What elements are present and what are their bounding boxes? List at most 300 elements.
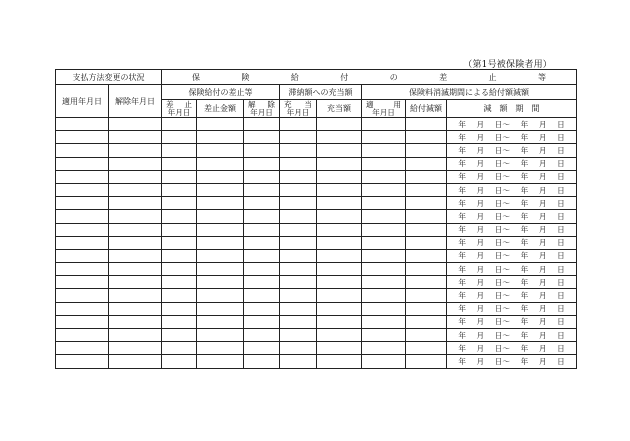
entry-cell[interactable]	[280, 302, 317, 315]
entry-cell[interactable]	[109, 329, 162, 342]
entry-cell[interactable]	[280, 157, 317, 170]
period-unit-label: 日〜	[494, 119, 510, 129]
entry-cell[interactable]	[280, 197, 317, 210]
table-row	[56, 118, 577, 131]
entry-cell[interactable]	[109, 170, 162, 183]
entry-cell[interactable]	[362, 236, 406, 249]
period-unit-label: 月	[476, 330, 485, 340]
entry-cell[interactable]	[362, 223, 406, 236]
entry-cell[interactable]	[162, 355, 197, 368]
entry-cell[interactable]	[280, 329, 317, 342]
entry-cell[interactable]	[162, 131, 197, 144]
entry-cell[interactable]	[197, 210, 244, 223]
entry-cell[interactable]	[406, 131, 447, 144]
released-date-header: 解除年月日	[109, 85, 162, 118]
entry-cell[interactable]	[362, 276, 406, 289]
period-unit-label: 年	[520, 185, 529, 195]
period-unit-label: 年	[520, 211, 529, 221]
entry-cell[interactable]	[197, 315, 244, 328]
period-unit-label: 年	[458, 291, 466, 301]
period-unit-label: 年	[520, 343, 529, 353]
entry-cell[interactable]	[162, 223, 197, 236]
entry-cell[interactable]	[109, 210, 162, 223]
reduction-period-cell[interactable]	[447, 131, 577, 144]
entry-cell[interactable]	[362, 183, 406, 196]
table-row	[56, 183, 577, 196]
entry-cell[interactable]	[56, 223, 109, 236]
period-unit-label: 年	[458, 145, 466, 155]
period-unit-label: 月	[538, 159, 547, 169]
entry-cell[interactable]	[362, 315, 406, 328]
table-row	[56, 197, 577, 210]
entry-cell[interactable]	[162, 315, 197, 328]
entry-cell[interactable]	[280, 236, 317, 249]
entry-cell[interactable]	[162, 170, 197, 183]
entry-cell[interactable]	[317, 118, 362, 131]
entry-cell[interactable]	[244, 131, 280, 144]
entry-cell[interactable]	[109, 263, 162, 276]
table-row	[56, 329, 577, 342]
period-unit-label: 日〜	[494, 343, 510, 353]
header-char: 止	[488, 72, 497, 82]
entry-cell[interactable]	[56, 210, 109, 223]
entry-cell[interactable]	[244, 170, 280, 183]
period-unit-label: 月	[476, 264, 485, 274]
entry-cell[interactable]	[56, 236, 109, 249]
entry-cell[interactable]	[406, 315, 447, 328]
entry-cell[interactable]	[197, 170, 244, 183]
entry-cell[interactable]	[280, 131, 317, 144]
benefit-suspension-header	[162, 70, 577, 85]
entry-cell[interactable]	[197, 183, 244, 196]
period-unit-label: 年	[458, 251, 466, 261]
suspend-amount-col: 差止金額	[197, 100, 244, 118]
entry-cell[interactable]	[244, 249, 280, 262]
period-unit-label: 年	[458, 119, 466, 129]
period-unit-label: 月	[476, 343, 485, 353]
period-unit-label: 年	[520, 264, 529, 274]
entry-cell[interactable]	[162, 197, 197, 210]
entry-cell[interactable]	[162, 302, 197, 315]
period-unit-label: 年	[458, 330, 466, 340]
reduction-period-cell[interactable]	[447, 157, 577, 170]
entry-cell[interactable]	[162, 249, 197, 262]
entry-cell[interactable]	[280, 276, 317, 289]
period-unit-label: 月	[476, 277, 485, 287]
entry-cell[interactable]	[244, 183, 280, 196]
reduction-period-cell[interactable]	[447, 144, 577, 157]
payment-change-status-header: 支払方法変更の状況	[56, 70, 162, 85]
period-unit-label: 月	[538, 356, 547, 366]
entry-cell[interactable]	[197, 302, 244, 315]
entry-cell[interactable]	[362, 355, 406, 368]
entry-cell[interactable]	[317, 302, 362, 315]
entry-cell[interactable]	[244, 118, 280, 131]
entry-cell[interactable]	[406, 263, 447, 276]
period-unit-label: 日〜	[494, 145, 510, 155]
entry-cell[interactable]	[56, 276, 109, 289]
entry-cell[interactable]	[362, 249, 406, 262]
entry-cell[interactable]	[317, 249, 362, 262]
period-unit-label: 日	[557, 145, 565, 155]
header-char: 等	[537, 72, 546, 82]
entry-cell[interactable]	[362, 289, 406, 302]
period-unit-label: 日	[557, 198, 565, 208]
entry-cell[interactable]	[406, 289, 447, 302]
period-unit-label: 年	[458, 238, 466, 248]
entry-cell[interactable]	[280, 183, 317, 196]
period-unit-label: 月	[538, 238, 547, 248]
entry-cell[interactable]	[197, 197, 244, 210]
entry-cell[interactable]	[56, 170, 109, 183]
entry-cell[interactable]	[56, 289, 109, 302]
period-unit-label: 日	[557, 304, 565, 314]
entry-cell[interactable]	[317, 329, 362, 342]
entry-cell[interactable]	[406, 210, 447, 223]
entry-cell[interactable]	[109, 131, 162, 144]
period-unit-label: 月	[538, 343, 547, 353]
table-row	[56, 144, 577, 157]
period-unit-label: 年	[520, 291, 529, 301]
entry-cell[interactable]	[406, 183, 447, 196]
entry-cell[interactable]	[317, 170, 362, 183]
entry-cell[interactable]	[197, 263, 244, 276]
entry-cell[interactable]	[109, 302, 162, 315]
entry-cell[interactable]	[362, 210, 406, 223]
entry-cell[interactable]	[406, 355, 447, 368]
reduction-period-cell[interactable]	[447, 355, 577, 368]
entry-cell[interactable]	[244, 302, 280, 315]
entry-cell[interactable]	[317, 342, 362, 355]
entry-cell[interactable]	[317, 263, 362, 276]
entry-cell[interactable]	[362, 342, 406, 355]
entry-cell[interactable]	[162, 236, 197, 249]
period-unit-label: 年	[458, 264, 466, 274]
period-unit-label: 月	[538, 119, 547, 129]
entry-cell[interactable]	[362, 302, 406, 315]
period-unit-label: 月	[538, 277, 547, 287]
entry-cell[interactable]	[109, 144, 162, 157]
table-row	[56, 315, 577, 328]
reduction-period-cell[interactable]	[447, 223, 577, 236]
entry-cell[interactable]	[197, 118, 244, 131]
entry-cell[interactable]	[197, 329, 244, 342]
period-unit-label: 日	[557, 356, 565, 366]
arrears-appropriation-subheader: 滞納額への充当額	[280, 85, 362, 100]
entry-cell[interactable]	[197, 342, 244, 355]
entry-cell[interactable]	[406, 249, 447, 262]
period-unit-label: 月	[476, 145, 485, 155]
period-unit-label: 年	[458, 343, 466, 353]
suspend-date-col: 差 止 年月日	[162, 100, 197, 118]
entry-cell[interactable]	[362, 144, 406, 157]
period-unit-label: 月	[476, 172, 485, 182]
entry-cell[interactable]	[56, 131, 109, 144]
entry-cell[interactable]	[280, 170, 317, 183]
period-unit-label: 年	[458, 304, 466, 314]
reduction-period-cell[interactable]	[447, 170, 577, 183]
entry-cell[interactable]	[109, 315, 162, 328]
entry-cell[interactable]	[317, 236, 362, 249]
reduction-period-cell[interactable]	[447, 302, 577, 315]
entry-cell[interactable]	[362, 131, 406, 144]
appropriate-amount-col: 充当額	[317, 100, 362, 118]
entry-cell[interactable]	[406, 157, 447, 170]
entry-cell[interactable]	[406, 276, 447, 289]
entry-cell[interactable]	[197, 236, 244, 249]
period-unit-label: 年	[520, 198, 529, 208]
entry-cell[interactable]	[197, 223, 244, 236]
entry-cell[interactable]	[406, 223, 447, 236]
period-unit-label: 年	[458, 132, 466, 142]
entry-cell[interactable]	[406, 236, 447, 249]
entry-cell[interactable]	[162, 210, 197, 223]
entry-cell[interactable]	[56, 118, 109, 131]
period-unit-label: 日〜	[494, 132, 510, 142]
period-unit-label: 日〜	[494, 225, 510, 235]
entry-cell[interactable]	[280, 355, 317, 368]
entry-cell[interactable]	[109, 183, 162, 196]
entry-cell[interactable]	[317, 276, 362, 289]
entry-cell[interactable]	[280, 263, 317, 276]
entry-cell[interactable]	[317, 131, 362, 144]
entry-cell[interactable]	[362, 170, 406, 183]
entry-cell[interactable]	[56, 263, 109, 276]
entry-cell[interactable]	[162, 183, 197, 196]
reduction-period-cell[interactable]	[447, 329, 577, 342]
period-unit-label: 日	[557, 238, 565, 248]
benefit-suspension-table	[55, 69, 577, 369]
period-unit-label: 月	[538, 198, 547, 208]
entry-cell[interactable]	[109, 249, 162, 262]
entry-cell[interactable]	[362, 118, 406, 131]
period-unit-label: 年	[520, 145, 529, 155]
period-unit-label: 年	[458, 198, 466, 208]
table-row	[56, 263, 577, 276]
period-unit-label: 月	[476, 251, 485, 261]
entry-cell[interactable]	[317, 210, 362, 223]
entry-cell[interactable]	[244, 144, 280, 157]
entry-cell[interactable]	[244, 315, 280, 328]
period-unit-label: 日	[557, 132, 565, 142]
period-unit-label: 年	[458, 185, 466, 195]
period-unit-label: 月	[538, 330, 547, 340]
entry-cell[interactable]	[244, 276, 280, 289]
reduction-period-cell[interactable]	[447, 236, 577, 249]
entry-cell[interactable]	[109, 289, 162, 302]
entry-cell[interactable]	[197, 144, 244, 157]
entry-cell[interactable]	[109, 157, 162, 170]
period-unit-label: 日〜	[494, 264, 510, 274]
entry-cell[interactable]	[197, 157, 244, 170]
period-unit-label: 年	[458, 211, 466, 221]
entry-cell[interactable]	[197, 289, 244, 302]
period-unit-label: 年	[520, 356, 529, 366]
entry-cell[interactable]	[56, 329, 109, 342]
table-row	[56, 302, 577, 315]
period-unit-label: 月	[538, 172, 547, 182]
period-unit-label: 日〜	[494, 172, 510, 182]
entry-cell[interactable]	[56, 355, 109, 368]
entry-cell[interactable]	[280, 223, 317, 236]
reduction-period-cell[interactable]	[447, 210, 577, 223]
table-row	[56, 342, 577, 355]
entry-cell[interactable]	[56, 144, 109, 157]
period-unit-label: 日	[557, 264, 565, 274]
entry-cell[interactable]	[244, 289, 280, 302]
entry-cell[interactable]	[162, 329, 197, 342]
period-unit-label: 日	[557, 317, 565, 327]
entry-cell[interactable]	[162, 263, 197, 276]
entry-cell[interactable]	[317, 197, 362, 210]
period-unit-label: 月	[538, 185, 547, 195]
entry-cell[interactable]	[406, 197, 447, 210]
entry-cell[interactable]	[109, 236, 162, 249]
period-unit-label: 年	[520, 132, 529, 142]
reduction-period-cell[interactable]	[447, 263, 577, 276]
entry-cell[interactable]	[244, 157, 280, 170]
entry-cell[interactable]	[56, 302, 109, 315]
period-unit-label: 月	[538, 132, 547, 142]
entry-cell[interactable]	[317, 289, 362, 302]
apply-date-col: 適 用 年月日	[362, 100, 406, 118]
header-char: の	[389, 72, 398, 82]
entry-cell[interactable]	[406, 118, 447, 131]
entry-cell[interactable]	[244, 236, 280, 249]
entry-cell[interactable]	[317, 223, 362, 236]
entry-cell[interactable]	[362, 197, 406, 210]
entry-cell[interactable]	[280, 118, 317, 131]
header-char: 給	[290, 72, 299, 82]
period-unit-label: 日〜	[494, 330, 510, 340]
entry-cell[interactable]	[406, 329, 447, 342]
entry-cell[interactable]	[109, 276, 162, 289]
entry-cell[interactable]	[280, 144, 317, 157]
period-unit-label: 日〜	[494, 251, 510, 261]
entry-cell[interactable]	[280, 249, 317, 262]
reduction-period-cell[interactable]	[447, 197, 577, 210]
entry-cell[interactable]	[317, 183, 362, 196]
entry-cell[interactable]	[362, 157, 406, 170]
entry-cell[interactable]	[162, 144, 197, 157]
period-unit-label: 年	[520, 172, 529, 182]
period-unit-label: 年	[458, 172, 466, 182]
period-unit-label: 日〜	[494, 211, 510, 221]
period-unit-label: 日〜	[494, 238, 510, 248]
entry-cell[interactable]	[244, 355, 280, 368]
premium-reduction-subheader: 保険料消滅期間による給付額減額	[362, 85, 577, 100]
table-row	[56, 236, 577, 249]
entry-cell[interactable]	[109, 342, 162, 355]
entry-cell[interactable]	[162, 342, 197, 355]
table-row	[56, 355, 577, 368]
entry-cell[interactable]	[406, 170, 447, 183]
entry-cell[interactable]	[197, 355, 244, 368]
entry-cell[interactable]	[109, 197, 162, 210]
entry-cell[interactable]	[197, 276, 244, 289]
table-row	[56, 276, 577, 289]
entry-cell[interactable]	[162, 289, 197, 302]
entry-cell[interactable]	[162, 118, 197, 131]
entry-cell[interactable]	[56, 249, 109, 262]
period-unit-label: 年	[520, 317, 529, 327]
entry-cell[interactable]	[280, 342, 317, 355]
table-row	[56, 249, 577, 262]
period-unit-label: 日〜	[494, 159, 510, 169]
entry-cell[interactable]	[317, 157, 362, 170]
entry-cell[interactable]	[109, 223, 162, 236]
entry-cell[interactable]	[280, 210, 317, 223]
period-unit-label: 月	[538, 251, 547, 261]
entry-cell[interactable]	[406, 342, 447, 355]
entry-cell[interactable]	[56, 315, 109, 328]
entry-cell[interactable]	[56, 197, 109, 210]
entry-cell[interactable]	[362, 263, 406, 276]
entry-cell[interactable]	[317, 315, 362, 328]
table-row	[56, 131, 577, 144]
period-unit-label: 年	[458, 277, 466, 287]
entry-cell[interactable]	[197, 131, 244, 144]
reduction-period-cell[interactable]	[447, 315, 577, 328]
entry-cell[interactable]	[162, 157, 197, 170]
entry-cell[interactable]	[56, 342, 109, 355]
period-unit-label: 日	[557, 185, 565, 195]
reduction-period-cell[interactable]	[447, 118, 577, 131]
reduction-period-cell[interactable]	[447, 342, 577, 355]
period-unit-label: 日〜	[494, 291, 510, 301]
period-unit-label: 月	[476, 119, 485, 129]
entry-cell[interactable]	[162, 276, 197, 289]
period-unit-label: 日	[557, 291, 565, 301]
period-unit-label: 月	[538, 264, 547, 274]
period-unit-label: 日〜	[494, 198, 510, 208]
entry-cell[interactable]	[280, 289, 317, 302]
period-unit-label: 年	[520, 251, 529, 261]
entry-cell[interactable]	[244, 329, 280, 342]
entry-cell[interactable]	[280, 315, 317, 328]
entry-cell[interactable]	[362, 329, 406, 342]
entry-cell[interactable]	[244, 210, 280, 223]
entry-cell[interactable]	[109, 355, 162, 368]
period-unit-label: 月	[538, 304, 547, 314]
entry-cell[interactable]	[109, 118, 162, 131]
reduction-period-cell[interactable]	[447, 249, 577, 262]
entry-cell[interactable]	[244, 342, 280, 355]
period-unit-label: 年	[520, 119, 529, 129]
entry-cell[interactable]	[244, 223, 280, 236]
reduction-period-cell[interactable]	[447, 276, 577, 289]
entry-cell[interactable]	[406, 302, 447, 315]
entry-cell[interactable]	[244, 263, 280, 276]
period-unit-label: 日〜	[494, 304, 510, 314]
entry-cell[interactable]	[197, 249, 244, 262]
entry-cell[interactable]	[317, 355, 362, 368]
table-row	[56, 210, 577, 223]
table-row	[56, 157, 577, 170]
reduction-period-cell[interactable]	[447, 183, 577, 196]
period-unit-label: 月	[476, 304, 485, 314]
entry-cell[interactable]	[244, 197, 280, 210]
header-char: 付	[340, 72, 349, 82]
period-unit-label: 月	[476, 317, 485, 327]
entry-cell[interactable]	[406, 144, 447, 157]
period-unit-label: 月	[476, 291, 485, 301]
entry-cell[interactable]	[317, 144, 362, 157]
period-unit-label: 年	[520, 304, 529, 314]
reduction-period-cell[interactable]	[447, 289, 577, 302]
entry-cell[interactable]	[56, 157, 109, 170]
entry-cell[interactable]	[56, 183, 109, 196]
